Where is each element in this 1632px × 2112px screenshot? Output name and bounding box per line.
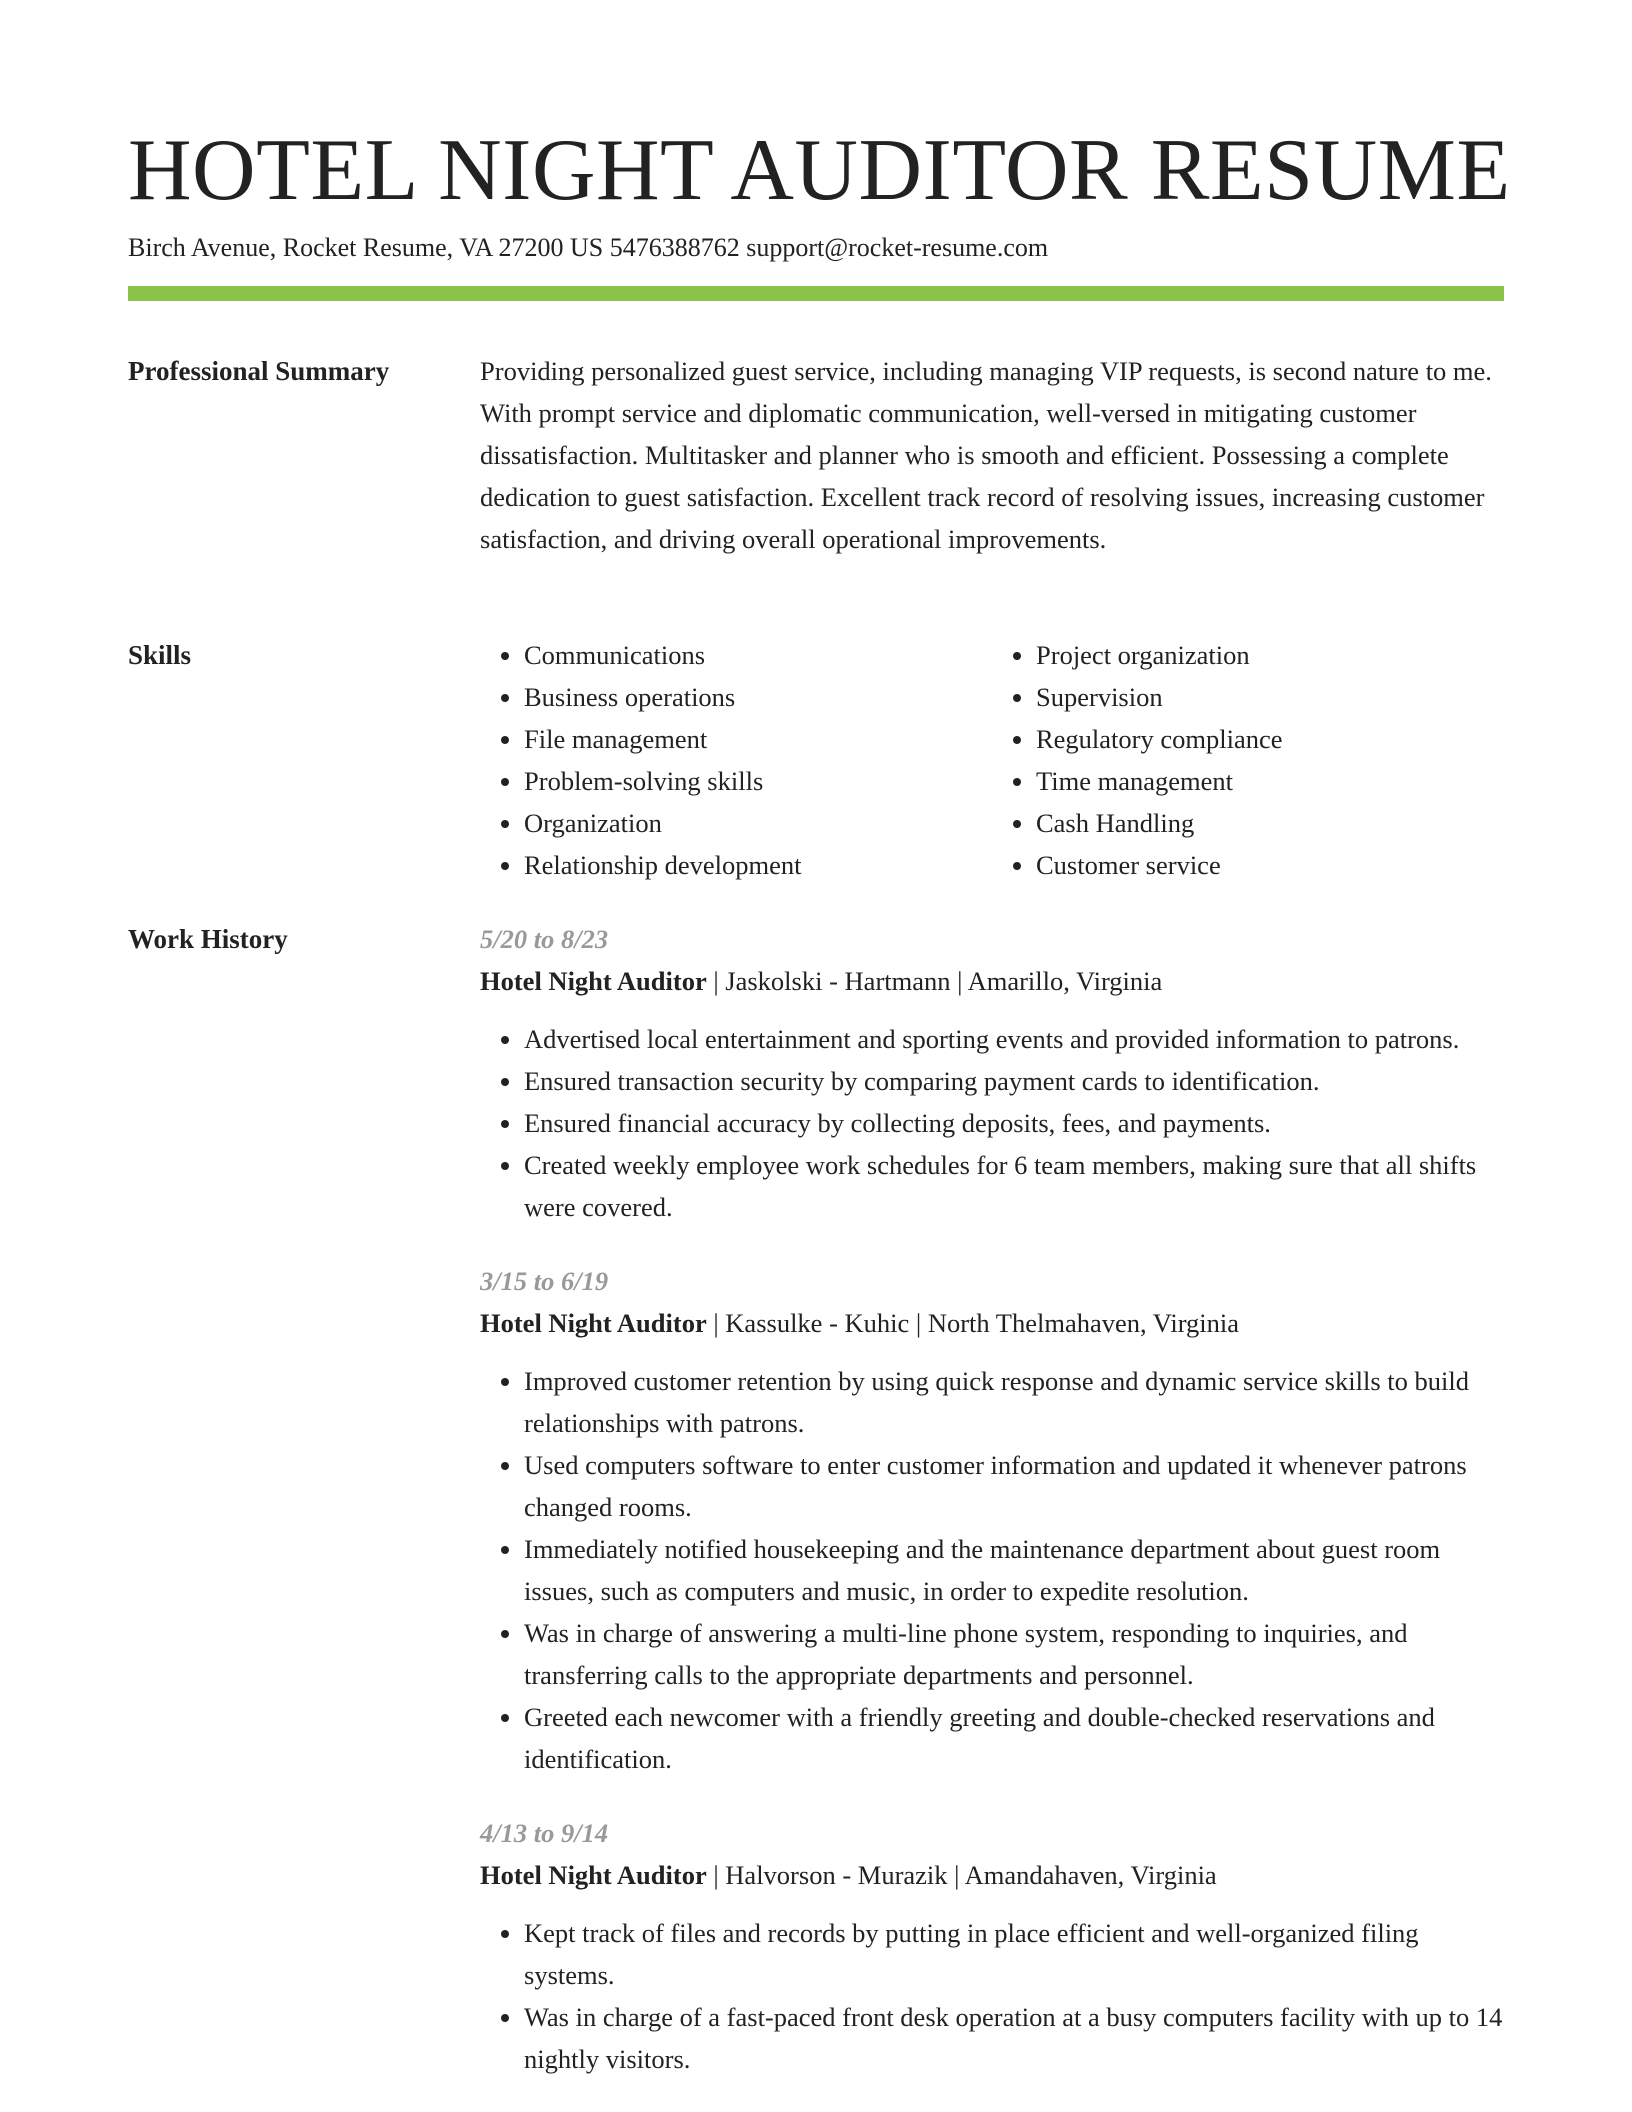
job-bullets bbox=[480, 1018, 1504, 1228]
job-bullet: • Kept track of files and records by putting in place efficient and well-organized filing systems. bbox=[524, 1912, 1504, 1996]
job-bullet: • Used computers software to enter customer information and updated it whenever patrons changed rooms. bbox=[524, 1444, 1504, 1528]
job-employer-location: | Halvorson - Murazik | Amandahaven, Virginia bbox=[706, 1860, 1217, 1890]
job-bullets bbox=[480, 1912, 1504, 2080]
job-bullet: • Greeted each newcomer with a friendly greeting and double-checked reservations and identification. bbox=[524, 1696, 1504, 1780]
summary-text: Providing personalized guest service, including managing VIP requests, is second nature to me. With prompt service and diplomatic communication, well-versed in mitigating customer dissatisfaction. Multitasker and planner who is smooth and efficient. Possessing a complete dedication to guest satisfaction. Excellent track record of resolving issues, increasing customer satisfaction, and driving overall operational improvements. bbox=[480, 356, 1492, 554]
work-history bbox=[480, 918, 1504, 2112]
job-bullet: • Improved customer retention by using quick response and dynamic service skills to build relationships with patrons. bbox=[524, 1360, 1504, 1444]
skill-item: • Supervision bbox=[1036, 676, 1504, 718]
skill-item: • Relationship development bbox=[524, 844, 992, 886]
skill-item: • Organization bbox=[524, 802, 992, 844]
skill-item: • Communications bbox=[524, 634, 992, 676]
job-bullet: • Created weekly employee work schedules for 6 team members, making sure that all shifts were covered. bbox=[524, 1144, 1504, 1228]
skill-item: • Cash Handling bbox=[1036, 802, 1504, 844]
contact-line: Birch Avenue, Rocket Resume, VA 27200 US 5476388762 support@rocket-resume.com bbox=[128, 233, 1049, 262]
job-entry bbox=[480, 1260, 1504, 1780]
job-employer-location: | Kassulke - Kuhic | North Thelmahaven, Virginia bbox=[706, 1308, 1240, 1338]
job-heading bbox=[480, 960, 1504, 1002]
job-heading bbox=[480, 1854, 1504, 1896]
job-bullets bbox=[480, 1360, 1504, 1780]
work-history-label: Work History bbox=[128, 924, 288, 954]
job-date: 3/15 to 6/19 bbox=[480, 1266, 609, 1296]
job-heading bbox=[480, 1302, 1504, 1344]
job-title: Hotel Night Auditor bbox=[480, 966, 707, 996]
resume-title: HOTEL NIGHT AUDITOR RESUME bbox=[128, 122, 1511, 219]
job-entry bbox=[480, 918, 1504, 1228]
job-bullet: • Ensured transaction security by comparing payment cards to identification. bbox=[524, 1060, 1504, 1102]
skill-item: • Business operations bbox=[524, 676, 992, 718]
job-entry bbox=[480, 1812, 1504, 2080]
skill-item: • Time management bbox=[1036, 760, 1504, 802]
job-bullet: • Ensured financial accuracy by collecting deposits, fees, and payments. bbox=[524, 1102, 1504, 1144]
job-employer-location: | Jaskolski - Hartmann | Amarillo, Virginia bbox=[706, 966, 1163, 996]
job-bullet: • Advertised local entertainment and sporting events and provided information to patrons. bbox=[524, 1018, 1504, 1060]
skills-list-right bbox=[992, 634, 1504, 886]
job-title: Hotel Night Auditor bbox=[480, 1308, 707, 1338]
skill-item: • Project organization bbox=[1036, 634, 1504, 676]
job-date: 5/20 to 8/23 bbox=[480, 924, 609, 954]
summary-label: Professional Summary bbox=[128, 356, 390, 386]
job-bullet: • Immediately notified housekeeping and the maintenance department about guest room issues, such as computers and music, in order to expedite resolution. bbox=[524, 1528, 1504, 1612]
skill-item: • Regulatory compliance bbox=[1036, 718, 1504, 760]
skills-list-left bbox=[480, 634, 992, 886]
job-date: 4/13 to 9/14 bbox=[480, 1818, 609, 1848]
skill-item: • Problem-solving skills bbox=[524, 760, 992, 802]
job-bullet: • Was in charge of answering a multi-line phone system, responding to inquiries, and transferring calls to the appropriate departments and personnel. bbox=[524, 1612, 1504, 1696]
skills-label: Skills bbox=[128, 640, 192, 670]
skill-item: • File management bbox=[524, 718, 992, 760]
job-title: Hotel Night Auditor bbox=[480, 1860, 707, 1890]
skills-columns bbox=[480, 634, 1504, 886]
job-bullet: • Was in charge of a fast-paced front desk operation at a busy computers facility with up to 14 nightly visitors. bbox=[524, 1996, 1504, 2080]
skill-item: • Customer service bbox=[1036, 844, 1504, 886]
accent-divider bbox=[128, 286, 1504, 301]
